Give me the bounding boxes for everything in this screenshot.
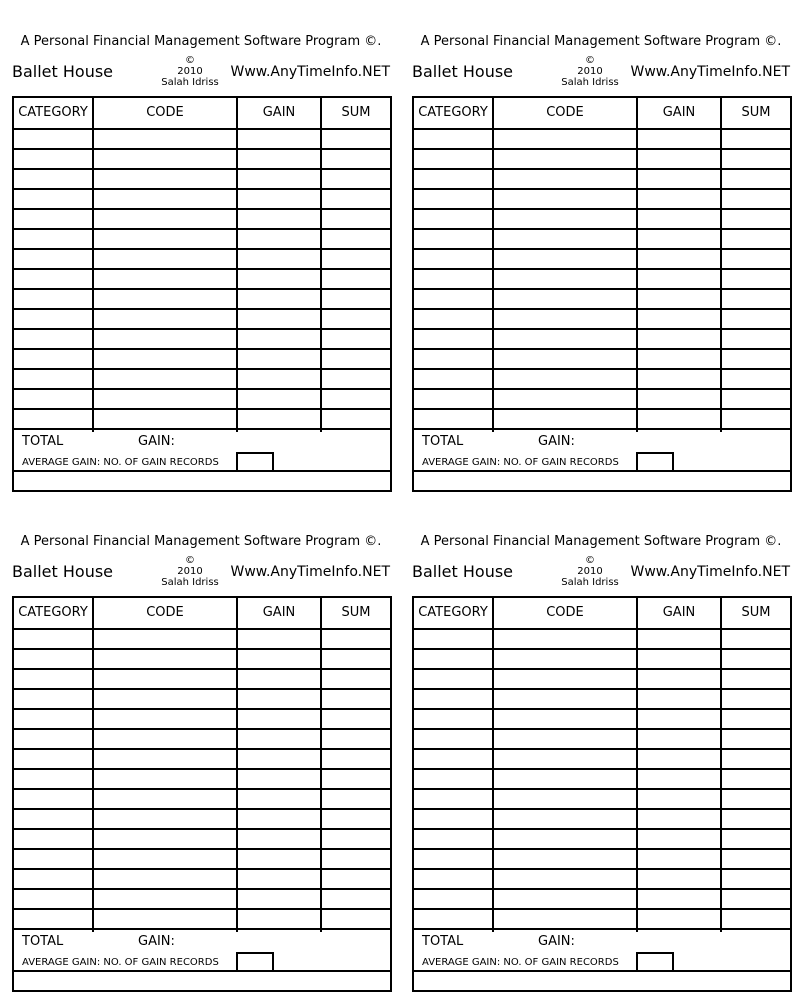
company-name: Ballet House	[412, 62, 514, 81]
column-divider	[636, 98, 638, 432]
copyright-block	[557, 555, 623, 588]
table-row[interactable]	[14, 750, 390, 768]
column-divider	[720, 98, 722, 432]
copyright-year: 2010	[577, 66, 603, 77]
column-header-category: CATEGORY	[18, 105, 88, 120]
table-row[interactable]	[414, 130, 790, 148]
column-divider	[92, 598, 94, 932]
total-gain-label: GAIN:	[138, 434, 175, 449]
table-row[interactable]	[14, 730, 390, 748]
totals-section	[414, 432, 790, 490]
table-row[interactable]	[14, 210, 390, 228]
table-header	[14, 98, 390, 130]
notes-strip[interactable]	[14, 472, 390, 490]
copyright-year: 2010	[177, 66, 203, 77]
copyright-symbol: ©	[585, 555, 595, 566]
table-row[interactable]	[414, 830, 790, 848]
column-divider	[92, 98, 94, 432]
total-label: TOTAL	[22, 934, 64, 949]
table-row[interactable]	[414, 390, 790, 408]
table-row[interactable]	[14, 670, 390, 688]
table-row[interactable]	[14, 710, 390, 728]
column-header-sum: SUM	[341, 605, 371, 620]
copyright-year: 2010	[577, 566, 603, 577]
gain-table	[12, 596, 392, 992]
table-row[interactable]	[414, 330, 790, 348]
total-label: TOTAL	[422, 434, 464, 449]
table-row[interactable]	[414, 170, 790, 188]
table-row[interactable]	[14, 290, 390, 308]
table-row[interactable]	[414, 850, 790, 868]
copyright-symbol: ©	[185, 555, 195, 566]
column-divider	[236, 598, 238, 932]
table-row[interactable]	[414, 350, 790, 368]
table-row[interactable]	[414, 750, 790, 768]
average-gain-label: AVERAGE GAIN: NO. OF GAIN RECORDS	[22, 957, 219, 968]
company-name: Ballet House	[12, 62, 114, 81]
table-row[interactable]	[14, 390, 390, 408]
gain-records-count-box[interactable]	[236, 452, 274, 472]
column-header-code: CODE	[146, 605, 184, 620]
table-row[interactable]	[14, 650, 390, 668]
copyright-block	[557, 55, 623, 88]
table-header	[414, 98, 790, 130]
table-row[interactable]	[414, 210, 790, 228]
column-header-category: CATEGORY	[18, 605, 88, 620]
table-row[interactable]	[14, 830, 390, 848]
total-label: TOTAL	[422, 934, 464, 949]
program-title: A Personal Financial Management Software Program ©.	[420, 534, 782, 549]
table-row[interactable]	[414, 310, 790, 328]
table-row[interactable]	[14, 410, 390, 428]
column-divider	[320, 98, 322, 432]
table-row[interactable]	[414, 410, 790, 428]
column-header-code: CODE	[546, 105, 584, 120]
author-name: Salah Idriss	[561, 577, 619, 588]
website-link[interactable]: Www.AnyTimeInfo.NET	[630, 564, 790, 580]
table-row[interactable]	[414, 150, 790, 168]
table-row[interactable]	[414, 190, 790, 208]
record-card-top-right	[412, 0, 792, 468]
record-card-bottom-left	[12, 500, 392, 968]
table-row[interactable]	[414, 790, 790, 808]
author-name: Salah Idriss	[561, 77, 619, 88]
copyright-symbol: ©	[585, 55, 595, 66]
table-row[interactable]	[14, 350, 390, 368]
table-row[interactable]	[14, 910, 390, 928]
table-row[interactable]	[414, 890, 790, 908]
table-row[interactable]	[414, 230, 790, 248]
table-row[interactable]	[14, 170, 390, 188]
average-gain-label: AVERAGE GAIN: NO. OF GAIN RECORDS	[22, 457, 219, 468]
column-divider	[320, 598, 322, 932]
column-header-category: CATEGORY	[418, 105, 488, 120]
table-row[interactable]	[14, 870, 390, 888]
table-row[interactable]	[14, 810, 390, 828]
table-row[interactable]	[14, 770, 390, 788]
table-row[interactable]	[14, 790, 390, 808]
table-row[interactable]	[414, 770, 790, 788]
table-row[interactable]	[414, 670, 790, 688]
table-row[interactable]	[14, 270, 390, 288]
gain-table	[12, 96, 392, 492]
table-row[interactable]	[414, 290, 790, 308]
table-row[interactable]	[14, 130, 390, 148]
column-header-code: CODE	[146, 105, 184, 120]
column-divider	[720, 598, 722, 932]
notes-strip[interactable]	[414, 472, 790, 490]
author-name: Salah Idriss	[161, 77, 219, 88]
row-divider	[414, 428, 790, 430]
column-divider	[492, 598, 494, 932]
program-title: A Personal Financial Management Software Program ©.	[20, 34, 382, 49]
column-divider	[492, 98, 494, 432]
table-row[interactable]	[14, 850, 390, 868]
program-title: A Personal Financial Management Software Program ©.	[420, 34, 782, 49]
company-name: Ballet House	[412, 562, 514, 581]
table-row[interactable]	[14, 370, 390, 388]
copyright-year: 2010	[177, 566, 203, 577]
table-row[interactable]	[14, 190, 390, 208]
table-row[interactable]	[414, 690, 790, 708]
table-row[interactable]	[14, 310, 390, 328]
row-divider	[14, 428, 390, 430]
copyright-block	[157, 555, 223, 588]
table-row[interactable]	[414, 650, 790, 668]
gain-table	[412, 96, 792, 492]
column-header-category: CATEGORY	[418, 605, 488, 620]
column-divider	[236, 98, 238, 432]
copyright-symbol: ©	[185, 55, 195, 66]
website-link[interactable]: Www.AnyTimeInfo.NET	[230, 564, 390, 580]
table-row[interactable]	[414, 710, 790, 728]
copyright-block	[157, 55, 223, 88]
column-header-sum: SUM	[741, 105, 771, 120]
totals-section	[14, 432, 390, 490]
record-card-top-left	[12, 0, 392, 468]
table-header	[14, 598, 390, 630]
row-divider	[14, 928, 390, 930]
program-title: A Personal Financial Management Software Program ©.	[20, 534, 382, 549]
total-gain-label: GAIN:	[138, 934, 175, 949]
table-row[interactable]	[414, 870, 790, 888]
total-gain-label: GAIN:	[538, 934, 575, 949]
column-header-code: CODE	[546, 605, 584, 620]
table-row[interactable]	[14, 250, 390, 268]
website-link[interactable]: Www.AnyTimeInfo.NET	[230, 64, 390, 80]
table-row[interactable]	[14, 230, 390, 248]
table-row[interactable]	[414, 730, 790, 748]
column-header-sum: SUM	[741, 605, 771, 620]
table-header	[414, 598, 790, 630]
column-header-gain: GAIN	[262, 105, 296, 120]
notes-strip[interactable]	[414, 972, 790, 990]
totals-section	[414, 932, 790, 990]
gain-table	[412, 596, 792, 992]
table-row[interactable]	[14, 890, 390, 908]
table-row[interactable]	[14, 690, 390, 708]
table-row[interactable]	[14, 630, 390, 648]
row-divider	[414, 928, 790, 930]
author-name: Salah Idriss	[161, 577, 219, 588]
total-gain-label: GAIN:	[538, 434, 575, 449]
table-row[interactable]	[14, 330, 390, 348]
total-label: TOTAL	[22, 434, 64, 449]
gain-records-count-box[interactable]	[236, 952, 274, 972]
table-row[interactable]	[414, 910, 790, 928]
table-row[interactable]	[414, 270, 790, 288]
notes-strip[interactable]	[14, 972, 390, 990]
column-header-sum: SUM	[341, 105, 371, 120]
column-header-gain: GAIN	[662, 105, 696, 120]
column-divider	[636, 598, 638, 932]
table-row[interactable]	[414, 810, 790, 828]
gain-records-count-box[interactable]	[636, 452, 674, 472]
table-row[interactable]	[414, 370, 790, 388]
gain-records-count-box[interactable]	[636, 952, 674, 972]
column-header-gain: GAIN	[262, 605, 296, 620]
totals-section	[14, 932, 390, 990]
average-gain-label: AVERAGE GAIN: NO. OF GAIN RECORDS	[422, 457, 619, 468]
table-row[interactable]	[414, 630, 790, 648]
company-name: Ballet House	[12, 562, 114, 581]
website-link[interactable]: Www.AnyTimeInfo.NET	[630, 64, 790, 80]
record-card-bottom-right	[412, 500, 792, 968]
column-header-gain: GAIN	[662, 605, 696, 620]
table-row[interactable]	[414, 250, 790, 268]
table-row[interactable]	[14, 150, 390, 168]
average-gain-label: AVERAGE GAIN: NO. OF GAIN RECORDS	[422, 957, 619, 968]
